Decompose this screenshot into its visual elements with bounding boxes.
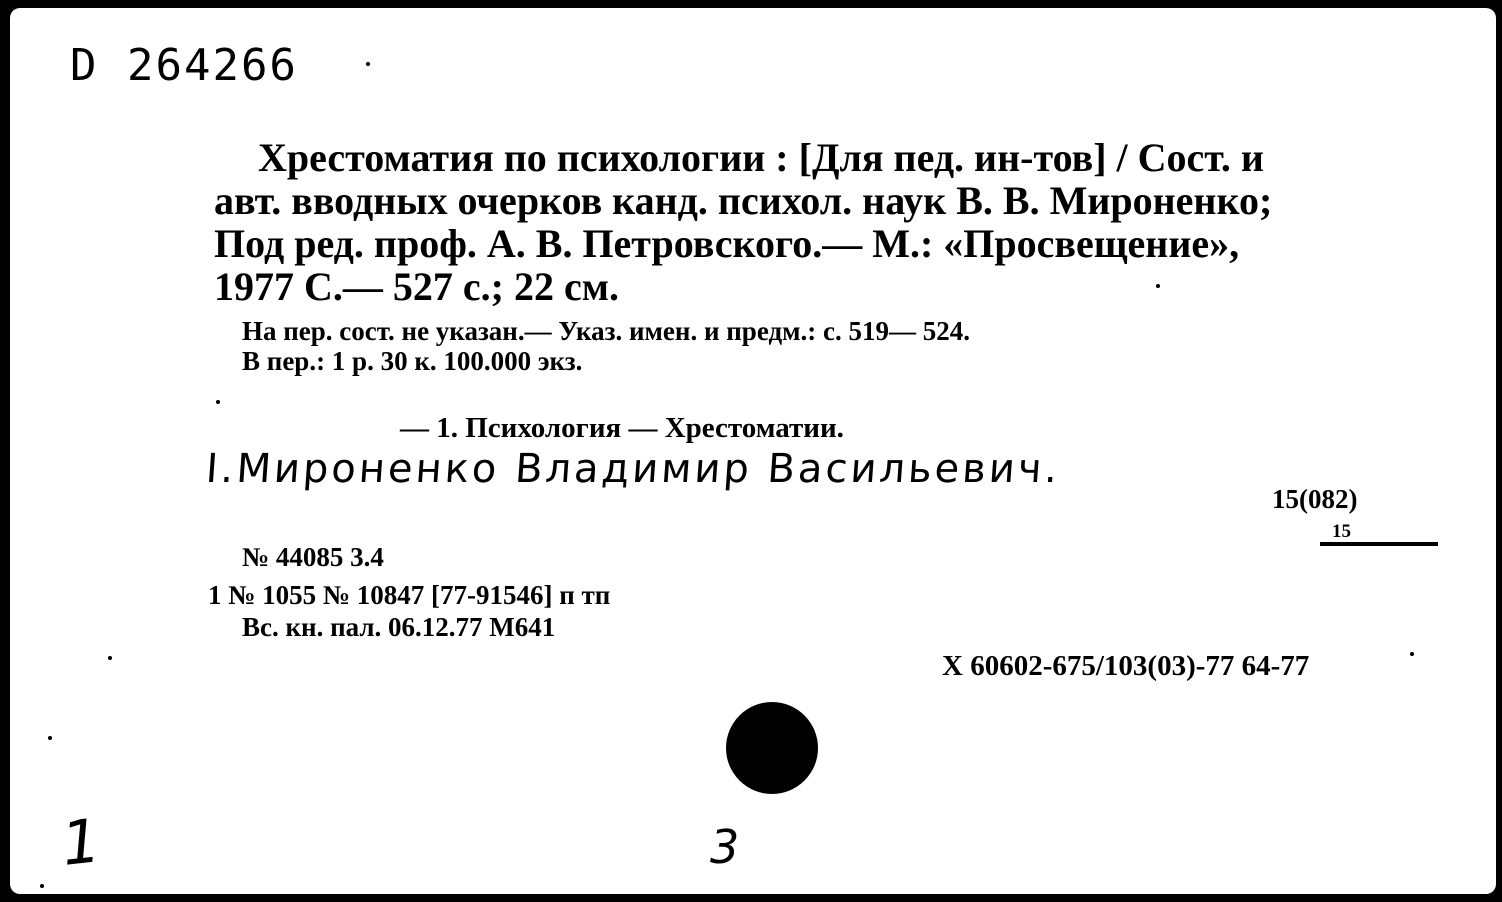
entry-line-extent: 1977 С.— 527 с.; 22 см. <box>214 264 619 309</box>
record-registry: 1 № 1055 № 10847 [77-91546] п тп <box>208 580 611 610</box>
classification-underline <box>1320 542 1438 546</box>
entry-line-publisher: Под ред. проф. А. В. Петровского.— М.: «Просвещение», <box>214 221 1240 266</box>
handwritten-author-entry: I.Мироненко Владимир Васильевич. <box>204 446 1062 492</box>
speck <box>216 400 220 404</box>
main-bibliographic-entry <box>214 136 1380 308</box>
speck <box>1156 284 1160 288</box>
note-cover-index: На пер. сост. не указан.— Указ. имен. и предм.: с. 519— 524. <box>242 316 970 346</box>
speck <box>366 62 370 66</box>
record-chamber-date: Вс. кн. пал. 06.12.77 М641 <box>242 612 556 642</box>
pencil-mark-left: 1 <box>58 806 104 880</box>
subject-heading: — 1. Психология — Хрестоматии. <box>400 412 844 444</box>
speck <box>1410 652 1414 656</box>
pencil-mark-center: 3 <box>710 820 740 874</box>
speck <box>108 656 112 660</box>
classification-sub: 15 <box>1332 521 1351 542</box>
speck <box>40 884 44 888</box>
catalog-card <box>10 8 1496 894</box>
classification-number: 15(082) <box>1272 484 1358 514</box>
catalog-number: D 264266 <box>70 40 298 91</box>
bbk-code: Х 60602-675/103(03)-77 64-77 <box>942 650 1310 682</box>
entry-line-title: Хрестоматия по психологии : [Для пед. ин-тов] / Сост. и <box>258 135 1264 180</box>
speck <box>48 736 52 740</box>
note-price-print-run: В пер.: 1 р. 30 к. 100.000 экз. <box>242 346 583 376</box>
record-number: № 44085 3.4 <box>242 542 384 572</box>
entry-line-compiler: авт. вводных очерков канд. психол. наук В. В. Мироненко; <box>214 178 1273 223</box>
punch-hole <box>726 702 818 794</box>
